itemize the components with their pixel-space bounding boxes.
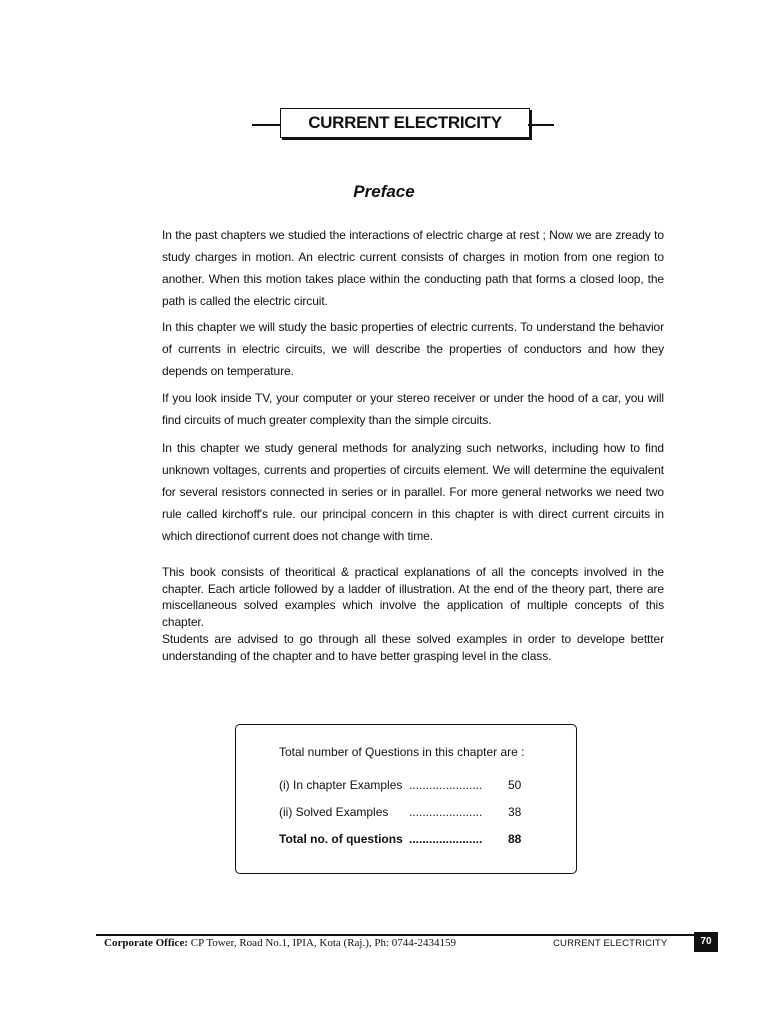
row-value: 50 (508, 778, 522, 792)
footer-corporate-office (104, 937, 456, 949)
row-leader-dots: ...................... (409, 778, 483, 792)
footer-chapter-name: CURRENT ELECTRICITY (553, 938, 668, 949)
row-label: (ii) Solved Examples (279, 805, 389, 819)
paragraph-6: Students are advised to go through all these solved examples in order to develope bettter understanding of the chapter and to have better grasping level in the class. (162, 632, 664, 663)
chapter-title: CURRENT ELECTRICITY (280, 108, 530, 138)
question-count-box (235, 724, 577, 874)
title-rule-right (528, 124, 554, 126)
question-count-heading: Total number of Questions in this chapter are : (279, 745, 525, 759)
row-leader-dots: ...................... (409, 805, 483, 819)
total-label: Total no. of questions (279, 832, 403, 846)
row-label: (i) In chapter Examples (279, 778, 403, 792)
chapter-title-banner (252, 108, 554, 140)
total-value: 88 (508, 832, 522, 846)
paragraph-3: If you look inside TV, your computer or your stereo receiver or under the hood of a car, you will find circuits of much greater complexity than the simple circuits. (162, 391, 664, 427)
preface-heading: Preface (353, 182, 415, 201)
footer-office-address: CP Tower, Road No.1, IPIA, Kota (Raj.), Ph: 0744-2434159 (190, 937, 456, 949)
paragraph-2: In this chapter we will study the basic properties of electric currents. To understand the behavior of currents in electric circuits, we will describe the properties of conductors and how they depends on temperature. (162, 320, 664, 378)
title-rule-left (252, 124, 280, 126)
page-number: 70 (694, 932, 718, 952)
total-leader-dots: ...................... (409, 832, 483, 846)
paragraph-5: This book consists of theoritical & practical explanations of all the concepts involved in the chapter. Each article followed by a ladder of illustration. At the end of the theory part, there are miscellaneous solved examples which involve the application of multiple concepts of this chapter. (162, 565, 664, 629)
paragraph-4: In this chapter we study general methods for analyzing such networks, including how to find unknown voltages, currents and properties of circuits element. We will determine the equivalent for several resistors connected in series or in parallel. For more general networks we need two rule called kirchoff's rule. our principal concern in this chapter is with direct current circuits in which directionof current does not change with time. (162, 441, 664, 543)
paragraph-1: In the past chapters we studied the interactions of electric charge at rest ; Now we are zready to study charges in motion. An electric current consists of charges in motion from one region to another. When this motion takes place within the conducting path that forms a closed loop, the path is called the electric circuit. (162, 228, 664, 308)
row-value: 38 (508, 805, 522, 819)
footer-rule (96, 934, 696, 936)
footer-office-label: Corporate Office: (104, 937, 188, 949)
